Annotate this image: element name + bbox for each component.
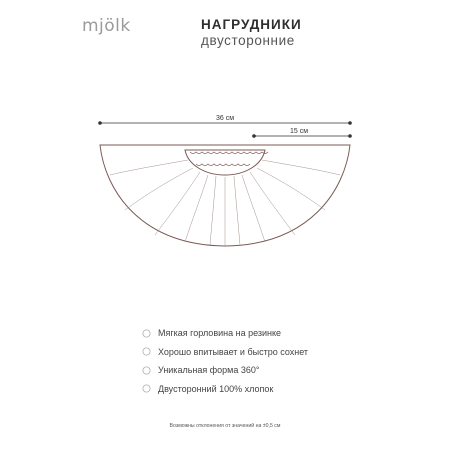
- feature-text: Мягкая горловина на резинке: [158, 328, 282, 339]
- bib-outline: [100, 145, 350, 246]
- width-label: 36 см: [215, 115, 235, 122]
- page-subtitle: двусторонние: [201, 33, 295, 48]
- feature-list: [142, 324, 308, 398]
- footnote: Возможны отклонения от значений на ±0,5 см: [169, 423, 281, 429]
- feature-text: Уникальная форма 360°: [158, 365, 260, 376]
- feature-text: Двусторонний 100% хлопок: [158, 383, 274, 394]
- circle-bullet-icon: [142, 347, 151, 356]
- width-dimension: [98, 115, 352, 125]
- page-title: НАГРУДНИКИ: [201, 17, 302, 32]
- circle-bullet-icon: [142, 384, 151, 393]
- brand-logo: mjölk: [82, 16, 131, 36]
- feature-text: Хорошо впитывает и быстро сохнет: [158, 346, 309, 357]
- list-item: [142, 324, 308, 343]
- list-item: [142, 380, 308, 399]
- circle-bullet-icon: [142, 366, 151, 375]
- inner-label: 15 см: [289, 128, 309, 135]
- circle-bullet-icon: [142, 329, 151, 338]
- list-item: [142, 361, 308, 380]
- inner-dimension: [252, 128, 352, 138]
- list-item: [142, 343, 308, 362]
